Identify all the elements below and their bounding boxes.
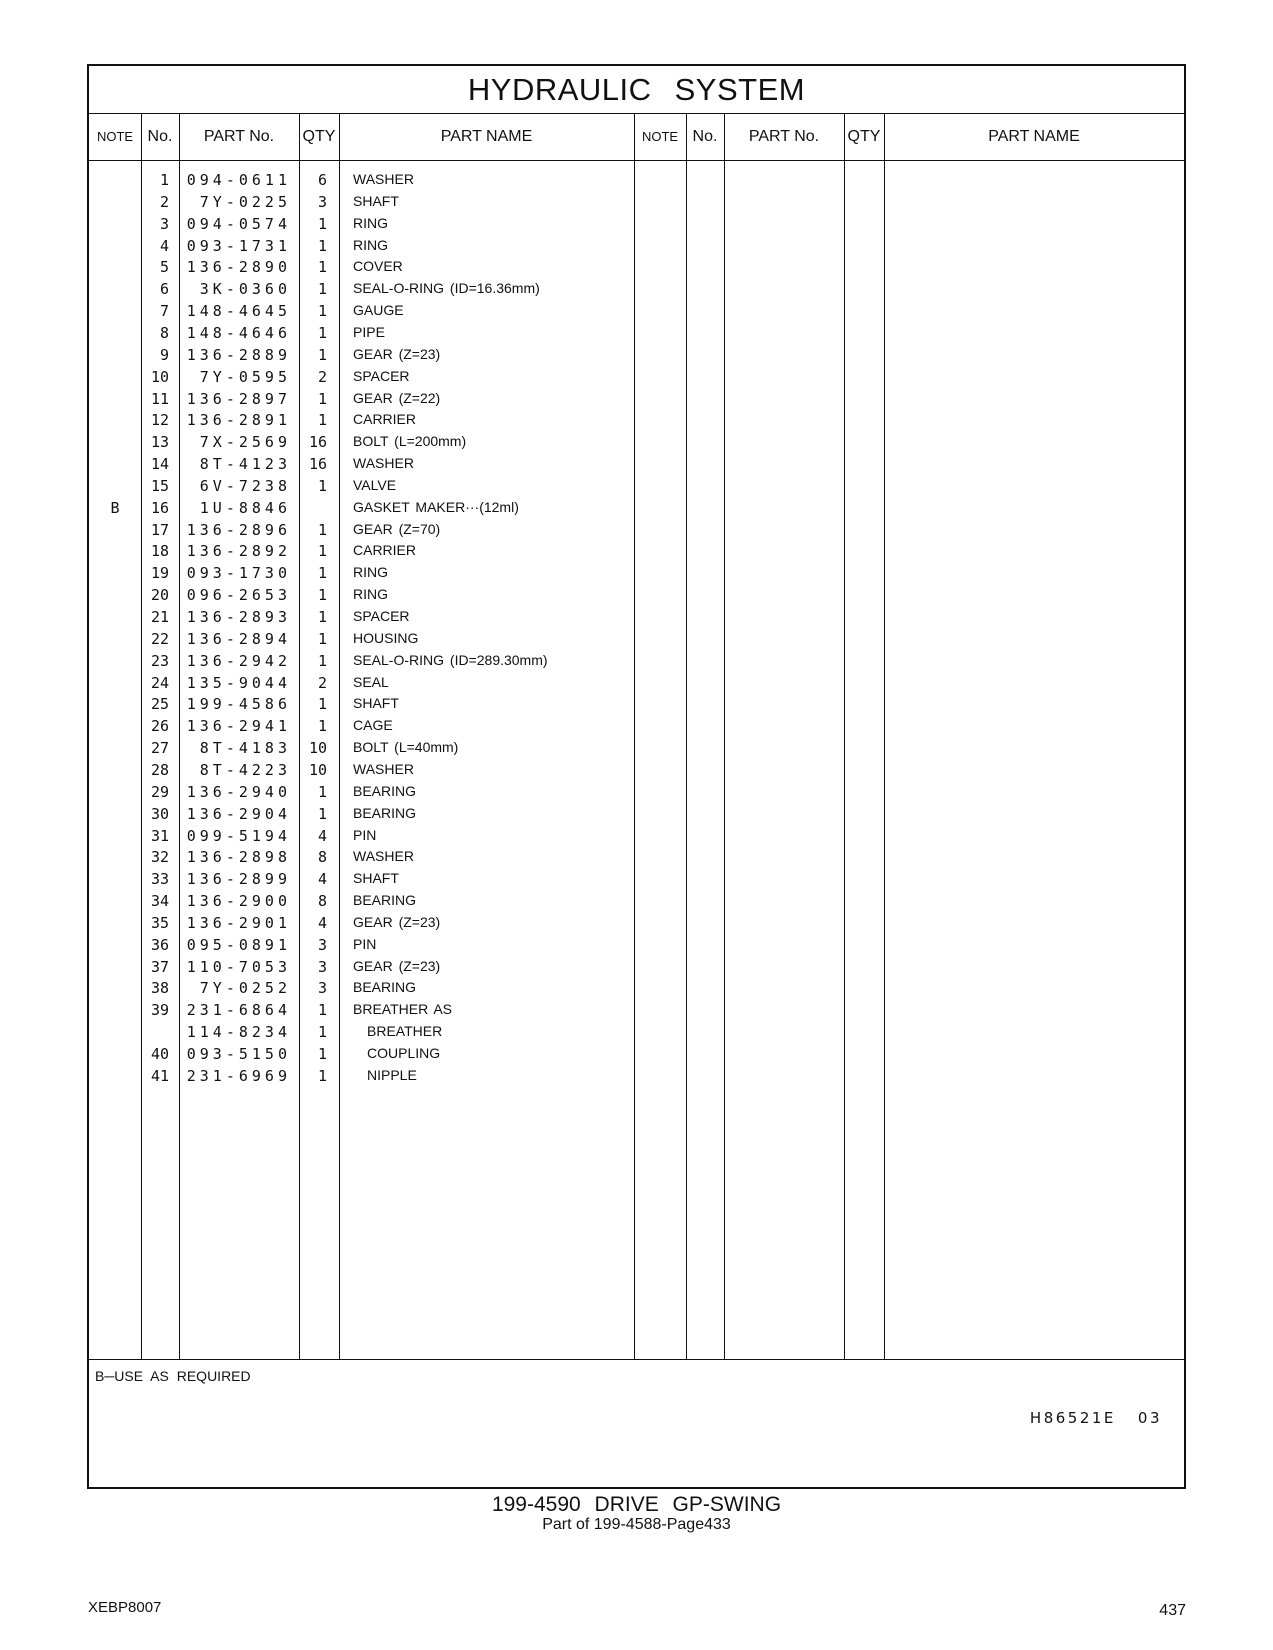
table-row: [89, 215, 1184, 238]
part-name-cell: BEARING: [353, 804, 417, 821]
quantity-cell: 3: [317, 935, 327, 954]
note-cell: B: [110, 498, 120, 517]
part-name-cell: NIPPLE: [367, 1066, 417, 1083]
part-number-cell: 094-0611: [186, 171, 291, 189]
item-number-cell: 34: [150, 892, 169, 911]
part-number-cell: 136-2901: [186, 913, 291, 932]
item-number-cell: 17: [150, 520, 169, 539]
table-row: [89, 695, 1184, 718]
item-number-cell: 4: [159, 236, 169, 255]
part-number-cell: 095-0891: [186, 935, 291, 954]
quantity-cell: 1: [317, 1045, 327, 1063]
quantity-cell: 1: [317, 236, 327, 255]
part-name-cell: WASHER: [353, 455, 414, 472]
part-number-cell: 199-4586: [186, 695, 291, 714]
part-name-cell: BOLT (L=40mm): [353, 739, 459, 756]
part-number-cell: 136-2897: [186, 389, 291, 408]
table-row: [89, 958, 1184, 981]
part-name-cell: COUPLING: [367, 1045, 441, 1061]
quantity-cell: 1: [317, 323, 327, 342]
quantity-cell: 1: [317, 564, 327, 583]
part-name-cell: WASHER: [353, 848, 414, 865]
table-row: [89, 761, 1184, 784]
part-name-cell: PIN: [353, 826, 377, 843]
table-row: [89, 521, 1184, 544]
part-number-cell: 093-1731: [186, 236, 291, 255]
table-row: [89, 936, 1184, 959]
item-number-cell: 28: [150, 760, 169, 779]
quantity-cell: 2: [317, 673, 327, 692]
table-row: [89, 455, 1184, 478]
quantity-cell: 1: [317, 258, 327, 277]
quantity-cell: 1: [317, 782, 327, 801]
table-row: [89, 499, 1184, 522]
parts-table-frame: [87, 64, 1186, 1489]
table-row: [89, 652, 1184, 675]
table-row: [89, 564, 1184, 587]
table-row: [89, 805, 1184, 828]
part-number-cell: 136-2896: [186, 520, 291, 539]
part-number-cell: 136-2894: [186, 629, 291, 648]
table-row: [89, 542, 1184, 565]
part-name-cell: RING: [353, 214, 388, 231]
part-name-cell: PIN: [353, 935, 377, 952]
item-number-cell: 1: [159, 171, 169, 189]
part-name-cell: CARRIER: [353, 411, 417, 428]
table-row: [89, 630, 1184, 653]
part-number-cell: 6V-7238: [199, 476, 291, 495]
table-row: [89, 390, 1184, 413]
part-name-cell: RING: [353, 564, 388, 581]
part-number-cell: 136-2893: [186, 608, 291, 626]
header-no-left: No.: [147, 128, 173, 145]
table-row: [89, 827, 1184, 850]
item-number-cell: 22: [150, 629, 169, 648]
quantity-cell: 1: [317, 629, 327, 648]
part-name-cell: GAUGE: [353, 302, 404, 319]
table-row: [89, 302, 1184, 325]
part-name-cell: WASHER: [353, 171, 414, 187]
part-number-cell: 7Y-0595: [199, 367, 291, 386]
table-row: [89, 739, 1184, 762]
part-name-cell: SEAL-O-RING (ID=289.30mm): [353, 651, 548, 668]
quantity-cell: 4: [317, 826, 327, 845]
quantity-cell: 3: [317, 957, 327, 976]
part-name-cell: SHAFT: [353, 870, 399, 887]
table-row: [89, 1001, 1184, 1024]
table-row: [89, 717, 1184, 740]
part-name-cell: HOUSING: [353, 629, 419, 646]
header-part-no-left: PART No.: [203, 128, 275, 145]
table-row: [89, 433, 1184, 456]
quantity-cell: 1: [317, 695, 327, 714]
item-number-cell: 32: [150, 848, 169, 867]
part-name-cell: SPACER: [353, 367, 410, 384]
quantity-cell: 16: [308, 455, 327, 474]
quantity-cell: 1: [317, 302, 327, 321]
item-number-cell: 31: [150, 826, 169, 845]
group-caption: 199-4590 DRIVE GP-SWING: [491, 1493, 782, 1516]
quantity-cell: 10: [308, 760, 327, 779]
table-row: [89, 411, 1184, 434]
quantity-cell: 4: [317, 913, 327, 932]
part-number-cell: 136-2942: [186, 651, 291, 670]
part-name-cell: GEAR (Z=22): [353, 389, 441, 406]
item-number-cell: 2: [159, 192, 169, 211]
quantity-cell: 1: [317, 804, 327, 823]
quantity-cell: 1: [317, 608, 327, 626]
item-number-cell: 26: [150, 717, 169, 736]
part-number-cell: 094-0574: [186, 214, 291, 233]
part-number-cell: 136-2900: [186, 892, 291, 911]
quantity-cell: 1: [317, 520, 327, 539]
item-number-cell: 37: [150, 957, 169, 976]
quantity-cell: 1: [317, 214, 327, 233]
item-number-cell: 24: [150, 673, 169, 692]
part-name-cell: BREATHER: [367, 1023, 443, 1040]
part-number-cell: 231-6969: [186, 1066, 291, 1085]
part-name-cell: SEAL: [353, 673, 389, 690]
part-name-cell: SPACER: [353, 608, 410, 624]
item-number-cell: 20: [150, 586, 169, 605]
part-name-cell: SHAFT: [353, 192, 399, 209]
part-name-cell: VALVE: [353, 476, 397, 493]
part-number-cell: 099-5194: [186, 826, 291, 845]
table-header: [89, 113, 1184, 161]
item-number-cell: 14: [150, 455, 169, 474]
part-name-cell: CARRIER: [353, 542, 417, 559]
item-number-cell: 36: [150, 935, 169, 954]
quantity-cell: 1: [317, 586, 327, 605]
item-number-cell: 12: [150, 411, 169, 430]
part-name-cell: GEAR (Z=23): [353, 913, 441, 930]
table-row: [89, 674, 1184, 697]
part-number-cell: 8T-4183: [199, 739, 291, 758]
quantity-cell: 1: [317, 345, 327, 364]
part-name-cell: CAGE: [353, 717, 393, 734]
header-note-right: NOTE: [641, 129, 679, 144]
quantity-cell: 8: [317, 848, 327, 867]
part-number-cell: 148-4646: [186, 323, 291, 342]
item-number-cell: 40: [150, 1045, 169, 1063]
table-row: [89, 608, 1184, 631]
table-row: [89, 171, 1184, 194]
quantity-cell: 16: [308, 433, 327, 452]
part-name-cell: RING: [353, 236, 388, 253]
part-name-cell: SHAFT: [353, 695, 399, 712]
part-number-cell: 8T-4223: [199, 760, 291, 779]
quantity-cell: 8: [317, 892, 327, 911]
document-revision: 03: [1137, 1409, 1162, 1427]
quantity-cell: 2: [317, 367, 327, 386]
part-name-cell: BEARING: [353, 979, 417, 996]
part-name-cell: GEAR (Z=70): [353, 520, 441, 537]
page-number: 437: [1159, 1602, 1186, 1619]
part-number-cell: 136-2899: [186, 870, 291, 889]
quantity-cell: 3: [317, 979, 327, 998]
part-name-cell: COVER: [353, 258, 403, 275]
item-number-cell: 5: [159, 258, 169, 277]
item-number-cell: 30: [150, 804, 169, 823]
part-number-cell: 8T-4123: [199, 455, 291, 474]
table-row: [89, 477, 1184, 500]
quantity-cell: 1: [317, 476, 327, 495]
item-number-cell: 18: [150, 542, 169, 561]
header-note-left: NOTE: [96, 129, 134, 144]
quantity-cell: 3: [317, 192, 327, 211]
part-number-cell: 136-2904: [186, 804, 291, 823]
part-number-cell: 136-2891: [186, 411, 291, 430]
quantity-cell: 6: [317, 171, 327, 189]
table-row: [89, 1067, 1184, 1090]
group-subcaption: Part of 199-4588-Page433: [542, 1516, 731, 1533]
item-number-cell: 19: [150, 564, 169, 583]
item-number-cell: 21: [150, 608, 169, 626]
part-number-cell: 096-2653: [186, 586, 291, 605]
table-footer: [89, 1359, 1184, 1490]
table-row: [89, 237, 1184, 260]
document-code: [1030, 1409, 1162, 1427]
item-number-cell: 8: [159, 323, 169, 342]
table-row: [89, 870, 1184, 893]
part-number-cell: 136-2892: [186, 542, 291, 561]
part-name-cell: BOLT (L=200mm): [353, 433, 467, 450]
part-number-cell: 114-8234: [186, 1023, 291, 1042]
part-number-cell: 136-2890: [186, 258, 291, 277]
item-number-cell: 33: [150, 870, 169, 889]
part-name-cell: BREATHER AS: [353, 1001, 452, 1018]
footnote: B─USE AS REQUIRED: [95, 1368, 251, 1384]
part-number-cell: 093-5150: [186, 1045, 291, 1063]
part-number-cell: 136-2940: [186, 782, 291, 801]
part-name-cell: GEAR (Z=23): [353, 345, 441, 362]
table-row: [89, 783, 1184, 806]
item-number-cell: 39: [150, 1001, 169, 1020]
item-number-cell: 13: [150, 433, 169, 452]
header-qty-right: QTY: [847, 128, 881, 145]
header-part-name-left: PART NAME: [440, 128, 533, 145]
publication-id: XEBP8007: [88, 1599, 162, 1616]
part-number-cell: 3K-0360: [199, 280, 291, 299]
part-number-cell: 093-1730: [186, 564, 291, 583]
part-number-cell: 231-6864: [186, 1001, 291, 1020]
item-number-cell: 15: [150, 476, 169, 495]
part-number-cell: 7Y-0252: [199, 979, 291, 998]
part-number-cell: 135-9044: [186, 673, 291, 692]
table-row: [89, 848, 1184, 871]
part-name-cell: RING: [353, 586, 388, 603]
table-row: [89, 280, 1184, 303]
quantity-cell: 10: [308, 739, 327, 758]
part-name-cell: WASHER: [353, 760, 414, 777]
item-number-cell: 9: [159, 345, 169, 364]
part-number-cell: 136-2889: [186, 345, 291, 364]
table-row: [89, 368, 1184, 391]
document-code-value: H86521E: [1029, 1409, 1116, 1427]
item-number-cell: 29: [150, 782, 169, 801]
item-number-cell: 41: [150, 1066, 169, 1085]
table-row: [89, 979, 1184, 1002]
quantity-cell: 1: [317, 542, 327, 561]
item-number-cell: 23: [150, 651, 169, 670]
part-name-cell: SEAL-O-RING (ID=16.36mm): [353, 280, 540, 297]
quantity-cell: 1: [317, 1023, 327, 1042]
part-number-cell: 136-2941: [186, 717, 291, 736]
table-row: [89, 892, 1184, 915]
table-row: [89, 914, 1184, 937]
quantity-cell: 1: [317, 651, 327, 670]
item-number-cell: 35: [150, 913, 169, 932]
item-number-cell: 10: [150, 367, 169, 386]
item-number-cell: 7: [159, 302, 169, 321]
quantity-cell: 1: [317, 411, 327, 430]
quantity-cell: 1: [317, 1066, 327, 1085]
quantity-cell: 1: [317, 717, 327, 736]
item-number-cell: 38: [150, 979, 169, 998]
table-row: [89, 586, 1184, 609]
header-qty-left: QTY: [302, 128, 336, 145]
header-part-name-right: PART NAME: [988, 128, 1080, 145]
item-number-cell: 3: [159, 214, 169, 233]
quantity-cell: 1: [317, 1001, 327, 1020]
part-name-cell: GASKET MAKER···(12ml): [353, 498, 519, 515]
part-number-cell: 7Y-0225: [199, 192, 291, 211]
quantity-cell: 1: [317, 280, 327, 299]
part-name-cell: GEAR (Z=23): [353, 957, 441, 974]
table-row: [89, 193, 1184, 216]
table-row: [89, 258, 1184, 281]
part-number-cell: 7X-2569: [199, 433, 291, 452]
item-number-cell: 16: [150, 498, 169, 517]
item-number-cell: 27: [150, 739, 169, 758]
header-part-no-right: PART No.: [748, 128, 820, 145]
part-number-cell: 148-4645: [186, 302, 291, 321]
table-row: [89, 324, 1184, 347]
item-number-cell: 6: [159, 280, 169, 299]
part-number-cell: 136-2898: [186, 848, 291, 867]
item-number-cell: 25: [150, 695, 169, 714]
header-no-right: No.: [692, 128, 718, 145]
part-number-cell: 1U-8846: [199, 498, 291, 517]
item-number-cell: 11: [150, 389, 169, 408]
table-row: [89, 1045, 1184, 1068]
quantity-cell: 4: [317, 870, 327, 889]
part-number-cell: 110-7053: [186, 957, 291, 976]
part-name-cell: BEARING: [353, 782, 417, 799]
part-name-cell: BEARING: [353, 892, 417, 909]
quantity-cell: 1: [317, 389, 327, 408]
table-row: [89, 346, 1184, 369]
part-name-cell: PIPE: [353, 323, 385, 340]
table-row: [89, 1023, 1184, 1046]
section-title: HYDRAULIC SYSTEM: [89, 66, 1184, 114]
